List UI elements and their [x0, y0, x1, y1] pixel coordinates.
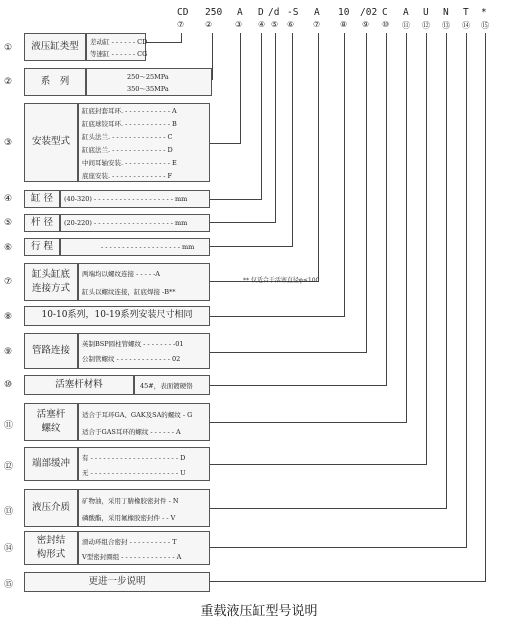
row-options-box — [60, 238, 210, 256]
code-number: ⑭ — [462, 21, 470, 30]
row-label-box — [24, 306, 210, 326]
row-options-box — [60, 190, 210, 208]
code-number: ⑮ — [481, 21, 489, 30]
row-number: ⑪ — [4, 421, 14, 431]
row-options-box — [78, 103, 210, 182]
row-options-box — [78, 489, 210, 527]
code-number: ⑥ — [287, 20, 295, 29]
option-text: 250～25MPa — [127, 73, 169, 81]
row-number: ⑬ — [4, 507, 14, 517]
option-text: 两端均以螺纹连接 - - - - -A — [82, 270, 161, 278]
row-label: 活塞杆 螺纹 — [36, 408, 66, 434]
code-number: ⑫ — [422, 21, 430, 30]
row-label: 密封结 构形式 — [36, 534, 66, 560]
option-text: 底座安装. - - - - - - - - - - - - - F — [82, 172, 173, 180]
row-label-box — [24, 403, 78, 441]
row-label-box — [24, 214, 60, 232]
row-number: ④ — [4, 194, 13, 204]
option-text: 缸底封套耳环. - - - - - - - - - - - A — [82, 107, 177, 115]
row-label-box — [24, 531, 78, 565]
option-text: 无 - - - - - - - - - - - - - - - - - - - - - U — [82, 469, 186, 477]
row-label: 10-10系列，10-19系列安装尺寸相同 — [41, 310, 193, 321]
footnote: ** 仅适合于活塞直径φ≤100 — [243, 277, 320, 284]
code-part: -S — [287, 7, 299, 18]
code-part: A — [403, 7, 409, 18]
option-text: 适合于耳环GA、GAK及SA的螺纹 - G — [82, 411, 193, 419]
row-number: ⑨ — [4, 347, 13, 357]
option-text: (40-320) - - - - - - - - - - - - - - - - - - - mm — [64, 195, 188, 203]
option-text: 45#，表面镀硬铬 — [140, 382, 193, 390]
option-text: 等速缸 - - - - - - CG — [90, 50, 148, 58]
row-number: ⑮ — [4, 580, 14, 590]
row-label-box — [24, 447, 78, 481]
row-label: 液压缸类型 — [31, 40, 79, 52]
option-text: 缸底球铰耳环. - - - - - - - - - - - B — [82, 120, 177, 128]
code-number: ⑤ — [271, 20, 279, 29]
option-text: 公制管螺纹 - - - - - - - - - - - - - 02 — [82, 355, 181, 363]
code-part: C — [382, 7, 388, 18]
row-label: 端部缓冲 — [31, 457, 70, 469]
code-number: ③ — [235, 20, 243, 29]
code-part: U — [423, 7, 429, 18]
option-text: - - - - - - - - - - - - - - - - - - - mm — [101, 243, 195, 251]
code-part: * — [481, 7, 487, 18]
row-number: ⑥ — [4, 243, 13, 253]
code-part: 250 — [205, 7, 223, 18]
row-label-box — [24, 68, 86, 96]
option-text: 英制BSP圆柱管螺纹 - - - - - - - -01 — [82, 340, 184, 348]
code-number: ⑬ — [442, 21, 450, 30]
option-text: 矿物油，采用丁腈橡胶密封件 - N — [82, 497, 179, 505]
row-number: ⑭ — [4, 544, 14, 554]
row-options-box — [78, 333, 210, 369]
option-text: 缸头法兰. - - - - - - - - - - - - - C — [82, 133, 173, 141]
row-label-box — [24, 333, 78, 369]
row-options-box — [78, 403, 210, 441]
code-part: T — [463, 7, 469, 18]
row-label: 杆 径 — [30, 216, 54, 228]
row-label-box — [24, 263, 78, 301]
code-number: ⑩ — [382, 20, 390, 29]
option-text: 缸底法兰. - - - - - - - - - - - - - D — [82, 146, 173, 154]
caption: 重载液压缸型号说明 — [200, 604, 318, 619]
code-number: ⑦ — [313, 20, 321, 29]
row-label: 管路连接 — [31, 344, 70, 356]
row-number: ⑩ — [4, 380, 13, 390]
option-text: V型密封圈组 - - - - - - - - - - - - - A — [82, 553, 182, 561]
option-text: 有 - - - - - - - - - - - - - - - - - - - - - D — [82, 454, 186, 462]
code-number: ⑨ — [362, 20, 370, 29]
row-options-box — [134, 375, 210, 395]
code-part: 10 — [338, 7, 350, 18]
row-label: 液压介质 — [31, 501, 70, 513]
row-number: ② — [4, 77, 13, 87]
row-options-box — [78, 531, 210, 565]
row-options-box — [78, 263, 210, 301]
row-number: ⑤ — [4, 218, 13, 228]
option-text: 350～35MPa — [127, 85, 169, 93]
row-label-box — [24, 238, 60, 256]
code-part: /02 — [360, 7, 378, 18]
option-text: 磷酸酯，采用氟橡胶密封件 - - V — [82, 514, 176, 522]
row-options-box — [86, 33, 146, 61]
row-label: 行 程 — [30, 240, 54, 252]
row-label-box — [24, 33, 86, 61]
code-part: /d — [268, 7, 280, 18]
row-number: ① — [4, 43, 13, 53]
row-label-box — [24, 572, 210, 592]
code-part: N — [443, 7, 449, 18]
code-part: D — [258, 7, 264, 18]
row-number: ⑦ — [4, 277, 13, 287]
code-part: A — [237, 7, 243, 18]
option-text: 中间耳轴安装. - - - - - - - - - - - E — [82, 159, 177, 167]
option-text: (20-220) - - - - - - - - - - - - - - - - - - - mm — [64, 219, 188, 227]
row-number: ⑧ — [4, 312, 13, 322]
row-label-box — [24, 489, 78, 527]
row-label: 缸头缸底 连接方式 — [31, 268, 70, 294]
code-part: CD — [177, 7, 189, 18]
code-number: ⑧ — [340, 20, 348, 29]
code-part: A — [314, 7, 320, 18]
row-options-box — [78, 447, 210, 481]
row-label: 缸 径 — [30, 192, 54, 204]
code-number: ⑪ — [402, 21, 410, 30]
row-number: ⑫ — [4, 462, 14, 472]
option-text: 适合于GAS耳环的螺纹 - - - - - - A — [82, 428, 181, 436]
row-label: 系 列 — [40, 75, 70, 87]
option-text: 差动缸 - - - - - - CD — [90, 38, 148, 46]
row-label-box — [24, 190, 60, 208]
row-label: 安装型式 — [31, 136, 70, 148]
row-options-box — [86, 68, 212, 96]
row-label-box — [24, 103, 78, 182]
row-label-box — [24, 375, 134, 395]
option-text: 滑动环组合密封 - - - - - - - - - - T — [82, 538, 177, 546]
row-options-box — [60, 214, 210, 232]
code-number: ⑦ — [177, 20, 185, 29]
code-number: ② — [205, 20, 213, 29]
code-number: ④ — [258, 20, 266, 29]
row-label: 更进一步说明 — [88, 575, 146, 587]
option-text: 缸头以螺纹连接，缸底焊接 -B** — [82, 288, 176, 296]
row-number: ③ — [4, 138, 13, 148]
row-label: 活塞杆材料 — [55, 378, 103, 390]
